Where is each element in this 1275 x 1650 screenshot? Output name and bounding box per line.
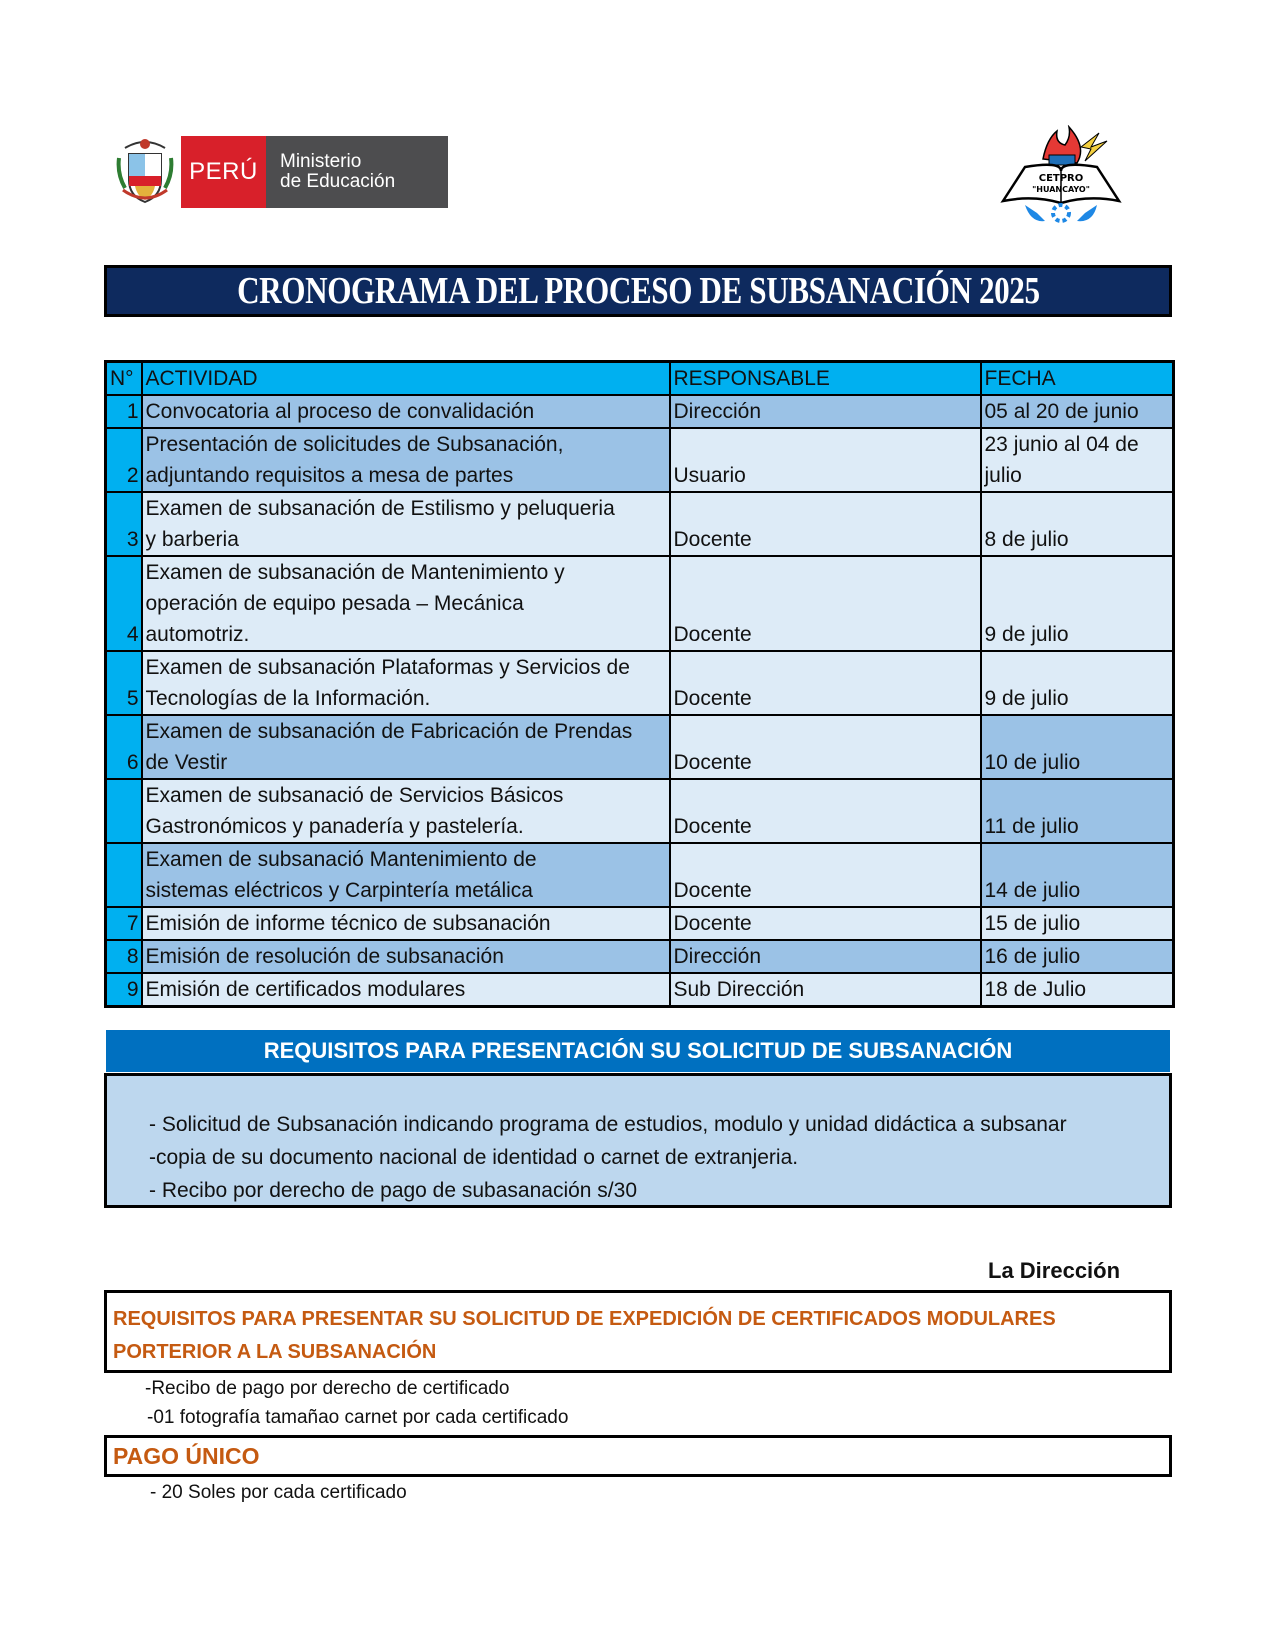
row-activity xyxy=(142,940,670,973)
ministry-line2: de Educación xyxy=(280,171,396,192)
date-line: 8 de julio xyxy=(984,528,1069,551)
table-row xyxy=(106,556,1174,651)
row-responsible: Docente xyxy=(670,556,981,651)
table-row xyxy=(106,843,1174,907)
certificate-item: -Recibo de pago por derecho de certificado xyxy=(145,1378,510,1399)
certificate-item: -01 fotografía tamañao carnet por cada certificado xyxy=(147,1407,569,1428)
row-responsible: Usuario xyxy=(670,428,981,492)
certificate-heading-line1: REQUISITOS PARA PRESENTAR SU SOLICITUD DE EXPEDICIÓN DE CERTIFICADOS MODULARES xyxy=(113,1308,1056,1330)
row-number: 1 xyxy=(106,395,142,428)
row-number: 3 xyxy=(106,492,142,556)
requirement-item: - Solicitud de Subsanación indicando programa de estudios, modulo y unidad didáctica a subsanar xyxy=(149,1113,1067,1136)
activity-line: Examen de subsanación de Estilismo y peluqueria xyxy=(145,497,615,520)
table-row xyxy=(106,715,1174,779)
activity-line: Examen de subsanación de Fabricación de Prendas xyxy=(145,720,633,743)
table-row xyxy=(106,492,1174,556)
row-number: 2 xyxy=(106,428,142,492)
cetpro-name: CETPRO xyxy=(1038,173,1084,184)
header-date: FECHA xyxy=(981,362,1174,396)
row-number: 8 xyxy=(106,940,142,973)
row-date xyxy=(981,940,1174,973)
activity-line: Examen de subsanación Plataformas y Servicios de xyxy=(145,656,630,679)
row-date xyxy=(981,907,1174,940)
date-line: 05 al 20 de junio xyxy=(984,400,1139,423)
row-date xyxy=(981,973,1174,1007)
row-activity xyxy=(142,715,670,779)
header-number: N° xyxy=(106,362,142,396)
payment-detail: - 20 Soles por cada certificado xyxy=(150,1482,407,1503)
row-number: 5 xyxy=(106,651,142,715)
ministry-brand xyxy=(266,136,448,208)
row-date xyxy=(981,779,1174,843)
certificate-requirements-heading xyxy=(104,1290,1172,1373)
activity-line: y barberia xyxy=(145,528,239,551)
row-activity xyxy=(142,556,670,651)
date-line: 11 de julio xyxy=(984,815,1079,838)
requirements-box xyxy=(104,1073,1172,1208)
row-responsible: Docente xyxy=(670,492,981,556)
activity-line: Emisión de informe técnico de subsanación xyxy=(145,912,551,935)
table-row xyxy=(106,940,1174,973)
row-date xyxy=(981,492,1174,556)
cetpro-city: "HUANCAYO" xyxy=(1032,185,1090,194)
activity-line: Emisión de certificados modulares xyxy=(145,978,466,1001)
row-date xyxy=(981,395,1174,428)
row-responsible: Docente xyxy=(670,715,981,779)
activity-line: Tecnologías de la Información. xyxy=(145,687,431,710)
schedule-table xyxy=(104,360,1175,1008)
title-banner xyxy=(104,265,1172,317)
table-row xyxy=(106,973,1174,1007)
activity-line: Gastronómicos y panadería y pastelería. xyxy=(145,815,524,838)
row-responsible: Docente xyxy=(670,843,981,907)
table-row xyxy=(106,651,1174,715)
row-activity xyxy=(142,843,670,907)
row-activity xyxy=(142,651,670,715)
activity-line: Emisión de resolución de subsanación xyxy=(145,945,504,968)
payment-heading: PAGO ÚNICO xyxy=(104,1435,1172,1477)
date-line: 23 junio al 04 de xyxy=(984,433,1139,456)
cetpro-logo xyxy=(995,125,1127,227)
page-title: CRONOGRAMA DEL PROCESO DE SUBSANACIÓN 2025 xyxy=(236,270,1040,312)
date-line: julio xyxy=(984,464,1022,487)
row-date xyxy=(981,556,1174,651)
ministry-line1: Ministerio xyxy=(280,151,362,172)
activity-line: sistemas eléctricos y Carpintería metálica xyxy=(145,879,533,902)
row-date xyxy=(981,428,1174,492)
activity-line: de Vestir xyxy=(145,751,228,774)
row-activity xyxy=(142,779,670,843)
date-line: 16 de julio xyxy=(984,945,1081,968)
activity-line: Presentación de solicitudes de Subsanación, xyxy=(145,433,564,456)
table-header-row xyxy=(106,362,1174,396)
date-line: 14 de julio xyxy=(984,879,1081,902)
certificate-heading-line2: PORTERIOR A LA SUBSANACIÓN xyxy=(113,1341,437,1363)
row-date xyxy=(981,651,1174,715)
row-responsible: Dirección xyxy=(670,395,981,428)
requirement-item: -copia de su documento nacional de identidad o carnet de extranjeria. xyxy=(149,1146,799,1169)
table-row xyxy=(106,907,1174,940)
activity-line: Convocatoria al proceso de convalidación xyxy=(145,400,535,423)
row-responsible: Sub Dirección xyxy=(670,973,981,1007)
row-activity xyxy=(142,395,670,428)
table-row xyxy=(106,428,1174,492)
row-number: 6 xyxy=(106,715,142,779)
activity-line: operación de equipo pesada – Mecánica xyxy=(145,592,524,615)
activity-line: Examen de subsanació Mantenimiento de xyxy=(145,848,537,871)
date-line: 9 de julio xyxy=(984,687,1069,710)
activity-line: adjuntando requisitos a mesa de partes xyxy=(145,464,514,487)
row-responsible: Docente xyxy=(670,779,981,843)
peru-brand: PERÚ xyxy=(181,136,266,208)
minedu-logo xyxy=(115,134,448,210)
signature: La Dirección xyxy=(988,1258,1121,1283)
row-number: 4 xyxy=(106,556,142,651)
row-responsible: Docente xyxy=(670,651,981,715)
row-responsible: Docente xyxy=(670,907,981,940)
date-line: 9 de julio xyxy=(984,623,1069,646)
requirement-item: - Recibo por derecho de pago de subasanación s/30 xyxy=(149,1179,638,1202)
header-activity: ACTIVIDAD xyxy=(142,362,670,396)
header-responsible: RESPONSABLE xyxy=(670,362,981,396)
row-number: 9 xyxy=(106,973,142,1007)
peru-coat-of-arms-icon xyxy=(115,134,175,210)
table-row xyxy=(106,395,1174,428)
row-activity xyxy=(142,907,670,940)
row-number: 7 xyxy=(106,907,142,940)
date-line: 18 de Julio xyxy=(984,978,1087,1001)
row-number xyxy=(106,779,142,843)
row-activity xyxy=(142,428,670,492)
row-date xyxy=(981,843,1174,907)
row-responsible: Dirección xyxy=(670,940,981,973)
row-activity xyxy=(142,973,670,1007)
date-line: 10 de julio xyxy=(984,751,1081,774)
activity-line: Examen de subsanació de Servicios Básicos xyxy=(145,784,564,807)
row-number xyxy=(106,843,142,907)
row-date xyxy=(981,715,1174,779)
activity-line: Examen de subsanación de Mantenimiento y xyxy=(145,561,565,584)
date-line: 15 de julio xyxy=(984,912,1081,935)
row-activity xyxy=(142,492,670,556)
requirements-heading: REQUISITOS PARA PRESENTACIÓN SU SOLICITUD DE SUBSANACIÓN xyxy=(106,1030,1170,1072)
table-row xyxy=(106,779,1174,843)
activity-line: automotriz. xyxy=(145,623,250,646)
